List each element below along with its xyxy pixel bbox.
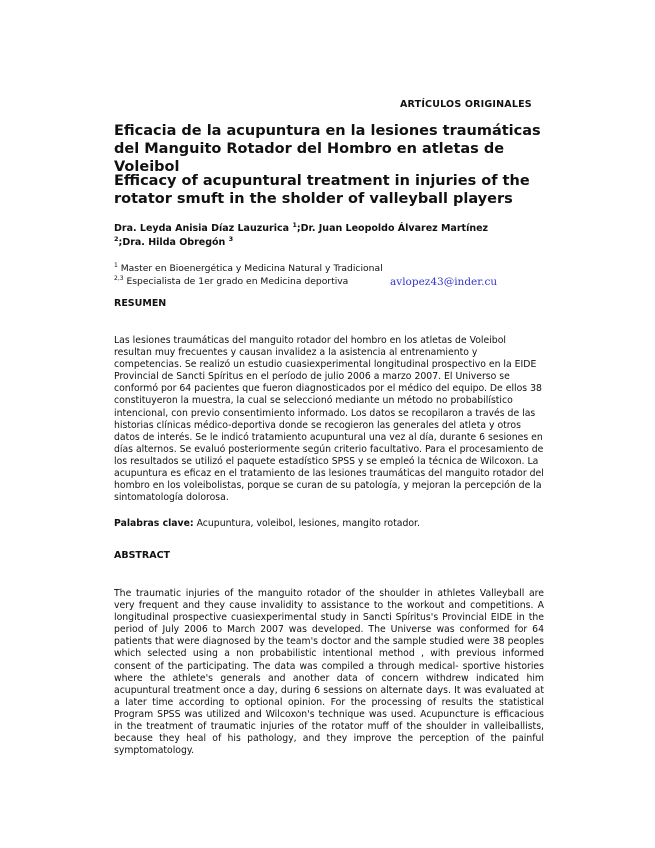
affiliation-sup: 2,3 [114,274,124,282]
resumen-body: Las lesiones traumáticas del manguito rotador del hombro en los atletas de Voleibol resultan muy frecuentes y causan invalidez a la asistencia al entrenamiento y competencias. Se realizó un estudio cuasiexperimental longitudinal prospectivo en la EIDE Provincial de Sancti Spíritus en el período de julio 2006 a marzo 2007. El Universo se conformó por 64 pacientes que fueron diagnosticados por el médico del equipo. De ellos 38 constituyeron la muestra, la cual se seleccionó mediante un método no probabilístico intencional, con previo consentimiento informado. Los datos se recopilaron a través de las historias clínicas médico-deportiva donde se recogieron las generales del atleta y otros datos de interés. Se le indicó tratamiento acupuntural una vez al día, durante 6 sesiones en días alternos. Se evaluó posteriormente según criterio facultativo. Para el procesamiento de los resultados se utilizó el paquete estadístico SPSS y se empleó la técnica de Wilcoxon. La acupuntura es eficaz en el tratamiento de las lesiones traumáticas del manguito rotador del hombro en los voleibolistas, porque se curan de su patología, y mejoran la percepción de la sintomatología dolorosa. [114,335,544,504]
author-1-affil: 1 [292,220,297,229]
email-link[interactable]: avlopez43@inder.cu [390,276,498,288]
keywords [114,518,544,530]
title-spanish: Eficacia de la acupuntura en la lesiones traumáticas del Manguito Rotador del Hombro en atletas de Voleibol [114,123,541,175]
keywords-text: Acupuntura, voleibol, lesiones, mangito rotador. [193,518,420,529]
author-2-affil: 2 [114,234,119,243]
resumen-heading: RESUMEN [114,298,167,309]
affiliation-item [114,275,414,288]
author-3-affil: 3 [228,234,234,243]
affiliations [114,262,414,288]
title-english: Efficacy of acupuntural treatment in injuries of the rotator smuft in the sholder of valleyball players [114,173,530,207]
affiliation-text: Master en Bioenergética y Medicina Natural y Tradicional [120,263,383,274]
keywords-label: Palabras clave: [114,518,194,529]
author-1-name: Dra. Leyda Anisia Díaz Lauzurica [114,223,293,234]
author-2-name: ;Dr. Juan Leopoldo Álvarez Martínez [296,223,489,234]
affiliation-text: Especialista de 1er grado en Medicina deportiva [126,276,349,287]
author-list [114,222,544,250]
abstract-heading: ABSTRACT [114,550,171,561]
affiliation-item [114,262,414,275]
section-label: ARTÍCULOS ORIGINALES [400,99,532,110]
affiliation-sup: 1 [114,261,118,269]
abstract-body: The traumatic injuries of the manguito rotador of the shoulder in athletes Valleyball are very frequent and they cause invalidity to assistance to the workout and competitions. A longitudinal prospective cuasiexperimental study in Sancti Spíritus's Provincial EIDE in the period of July 2006 to March 2007 was developed. The Universe was conformed for 64 patients that were diagnosed by the team's doctor and the sample studied were 38 peoples which selected using a non probabilistic intentional method , with previous informed consent of the participating. The data was compiled a through medical- sportive histories where the athlete's generals and another data of concern withdrew indicated him acupuntural treatment once a day, during 6 sessions on alternate days. It was evaluated at a later time according to optional opinion. For the processing of results the statistical Program SPSS was utilized and Wilcoxon's technique was used. Acupuncture is efficacious in the treatment of traumatic injuries of the rotator muff of the shoulder in valleiballists, because they heal of his pathology, and they improve the perception of the painful symptomatology. [114,588,544,757]
author-3-name: ;Dra. Hilda Obregón [118,237,229,248]
